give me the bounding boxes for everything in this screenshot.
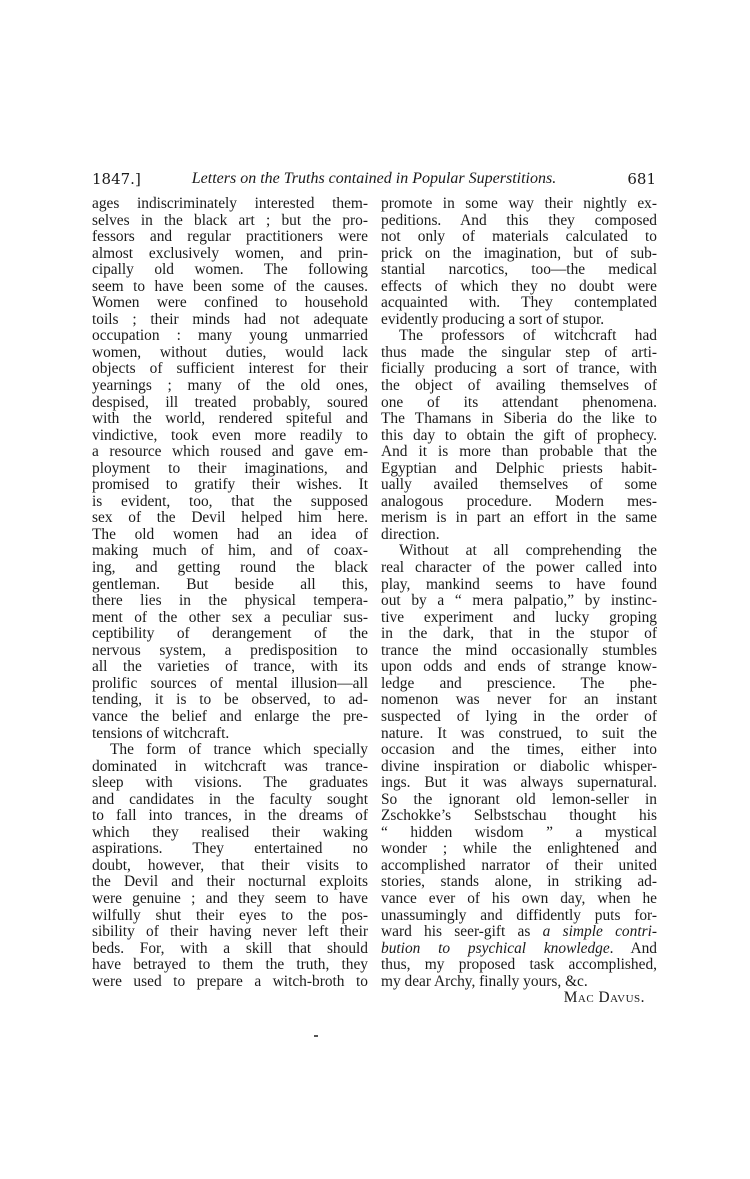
text-line: nervous system, a predisposition to bbox=[92, 641, 368, 659]
text-line: accomplished narrator of their united bbox=[381, 856, 657, 874]
text-line: toils ; their minds had not adequate bbox=[92, 310, 368, 328]
text-line: to fall into trances, in the dreams of bbox=[92, 807, 368, 825]
text-line: Women were confined to household bbox=[92, 294, 368, 312]
text-line: effects of which they no doubt were bbox=[381, 277, 657, 295]
text-line: sex of the Devil helped him here. bbox=[92, 509, 368, 527]
text-line: in the dark, that in the stupor of bbox=[381, 625, 657, 643]
text-line: ficially producing a sort of trance, with bbox=[381, 360, 657, 378]
text-line: play, mankind seems to have found bbox=[381, 575, 657, 593]
text-line: peditions. And this they composed bbox=[381, 211, 657, 229]
text-line: divine inspiration or diabolic whisper- bbox=[381, 757, 657, 775]
text-line bbox=[381, 941, 657, 958]
text-line: occupation : many young unmarried bbox=[92, 327, 368, 345]
text-line: aspirations. They entertained no bbox=[92, 840, 368, 858]
signature: Mac Davus. bbox=[563, 989, 645, 1007]
text-line: suspected of lying in the order of bbox=[381, 707, 657, 725]
text-line: trance the mind occasionally stumbles bbox=[381, 641, 657, 659]
text-line: The Thamans in Siberia do the like to bbox=[381, 410, 657, 428]
text-line bbox=[381, 924, 657, 941]
text-line: real character of the power called into bbox=[381, 559, 657, 577]
text-line: ment of the other sex a peculiar sus- bbox=[92, 608, 368, 626]
text-line: with the world, rendered spiteful and bbox=[92, 410, 368, 428]
text-line: which they realised their waking bbox=[92, 823, 368, 841]
text-line: not only of materials calculated to bbox=[381, 228, 657, 246]
text-line: beds. For, with a skill that should bbox=[92, 939, 368, 957]
text-line: promised to gratify their wishes. It bbox=[92, 476, 368, 494]
text-line: So the ignorant old lemon-seller in bbox=[381, 790, 657, 808]
text-line: The professors of witchcraft had bbox=[399, 327, 657, 345]
italic-span: bution to psychical knowledge bbox=[381, 939, 610, 957]
text-line: there lies in the physical tempera- bbox=[92, 592, 368, 610]
text-line: merism is in part an effort in the same bbox=[381, 509, 657, 527]
text-line: upon odds and ends of strange know- bbox=[381, 658, 657, 676]
text-line: prick on the imagination, but of sub- bbox=[381, 244, 657, 262]
text-line: sleep with visions. The graduates bbox=[92, 774, 368, 792]
text-line: And it is more than probable that the bbox=[381, 443, 657, 461]
text-line: nature. It was construed, to suit the bbox=[381, 724, 657, 742]
stray-mark bbox=[314, 1035, 318, 1037]
italic-span: a simple contri- bbox=[542, 923, 657, 941]
text-line: ing, and getting round the black bbox=[92, 559, 368, 577]
text-line: acquainted with. They contemplated bbox=[381, 294, 657, 312]
text-line: the object of availing themselves of bbox=[381, 377, 657, 395]
text-line: have betrayed to them the truth, they bbox=[92, 956, 368, 974]
header-title: Letters on the Truths contained in Popular Superstitions. bbox=[191, 170, 557, 187]
text-line: wilfully shut their eyes to the pos- bbox=[92, 906, 368, 924]
text-line: tive experiment and lucky groping bbox=[381, 608, 657, 626]
text-span: . And bbox=[609, 939, 657, 957]
text-line: despised, ill treated probably, soured bbox=[92, 393, 368, 411]
text-line: nomenon was never for an instant bbox=[381, 691, 657, 709]
text-line: Zschokke’s Selbstschau thought his bbox=[381, 807, 657, 825]
text-line: out by a “ mera palpatio,” by instinc- bbox=[381, 592, 657, 610]
text-line: tending, it is to be observed, to ad- bbox=[92, 691, 368, 709]
text-line: unassumingly and diffidently puts for- bbox=[381, 906, 657, 924]
text-line: women, without duties, would lack bbox=[92, 343, 368, 361]
text-line: all the varieties of trance, with its bbox=[92, 658, 368, 676]
text-line: ledge and prescience. The phe- bbox=[381, 674, 657, 692]
text-line: making much of him, and of coax- bbox=[92, 542, 368, 560]
text-line: my dear Archy, finally yours, &c. bbox=[381, 972, 588, 990]
text-line: “ hidden wisdom ” a mystical bbox=[381, 823, 657, 841]
text-line: tensions of witchcraft. bbox=[92, 724, 230, 742]
text-line: promote in some way their nightly ex- bbox=[381, 195, 657, 212]
text-line: doubt, however, that their visits to bbox=[92, 856, 368, 874]
running-head bbox=[92, 170, 656, 190]
text-line: selves in the black art ; but the pro- bbox=[92, 211, 368, 229]
text-line: a resource which roused and gave em- bbox=[92, 443, 368, 461]
text-line: vindictive, took even more readily to bbox=[92, 426, 368, 444]
text-line: fessors and regular practitioners were bbox=[92, 228, 368, 246]
text-line: vance ever of his own day, when he bbox=[381, 889, 657, 907]
text-line: thus, my proposed task accomplished, bbox=[381, 956, 657, 974]
page-number: 681 bbox=[627, 170, 656, 188]
text-line: gentleman. But beside all this, bbox=[92, 575, 368, 593]
header-year: 1847.] bbox=[92, 170, 141, 188]
text-line: stories, stands alone, in striking ad- bbox=[381, 873, 657, 891]
text-line: ually availed themselves of some bbox=[381, 476, 657, 494]
text-line: and candidates in the faculty sought bbox=[92, 790, 368, 808]
text-line: Egyptian and Delphic priests habit- bbox=[381, 459, 657, 477]
text-line: yearnings ; many of the old ones, bbox=[92, 377, 368, 395]
text-line: dominated in witchcraft was trance- bbox=[92, 757, 368, 775]
text-line: wonder ; while the enlightened and bbox=[381, 840, 657, 858]
text-line: ceptibility of derangement of the bbox=[92, 625, 368, 643]
text-line: ings. But it was always supernatural. bbox=[381, 774, 657, 792]
text-line: occasion and the times, either into bbox=[381, 741, 657, 759]
text-line: were genuine ; and they seem to have bbox=[92, 889, 368, 907]
text-line: evidently producing a sort of stupor. bbox=[381, 310, 605, 328]
text-line: analogous procedure. Modern mes- bbox=[381, 492, 657, 510]
text-line: objects of sufficient interest for their bbox=[92, 360, 368, 378]
text-line: stantial narcotics, too—the medical bbox=[381, 261, 657, 279]
text-line: almost exclusively women, and prin- bbox=[92, 244, 368, 262]
text-line: direction. bbox=[381, 525, 440, 543]
text-line: one of its attendant phenomena. bbox=[381, 393, 657, 411]
text-line: cipally old women. The following bbox=[92, 261, 368, 279]
text-line: ages indiscriminately interested them- bbox=[92, 195, 368, 212]
text-line: sibility of their having never left their bbox=[92, 923, 368, 941]
text-line: thus made the singular step of arti- bbox=[381, 343, 657, 361]
text-line: seem to have been some of the causes. bbox=[92, 277, 368, 295]
text-line: were used to prepare a witch-broth to bbox=[92, 972, 368, 990]
text-line: The old women had an idea of bbox=[92, 525, 368, 543]
text-line: this day to obtain the gift of prophecy. bbox=[381, 426, 657, 444]
text-line: is evident, too, that the supposed bbox=[92, 492, 368, 510]
right-column bbox=[381, 196, 657, 1007]
text-line: prolific sources of mental illusion—all bbox=[92, 674, 368, 692]
text-span: ward his seer-gift as bbox=[381, 923, 543, 941]
text-line: The form of trance which specially bbox=[110, 741, 368, 759]
text-line: vance the belief and enlarge the pre- bbox=[92, 707, 368, 725]
text-line: ployment to their imaginations, and bbox=[92, 459, 368, 477]
text-line: Without at all comprehending the bbox=[399, 542, 657, 560]
left-column bbox=[92, 196, 368, 990]
text-line: the Devil and their nocturnal exploits bbox=[92, 873, 368, 891]
